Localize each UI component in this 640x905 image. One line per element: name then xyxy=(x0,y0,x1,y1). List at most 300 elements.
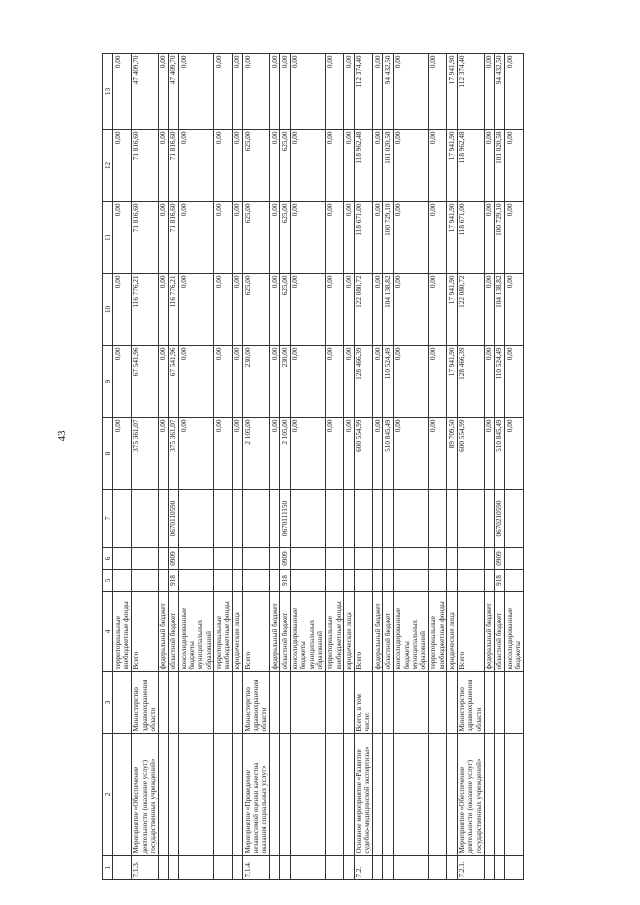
year-3-cell: 71 816,60 xyxy=(131,202,158,274)
target-article-cell: 0670110590 xyxy=(168,490,178,548)
activity-name-cell xyxy=(158,734,168,856)
year-4-cell: 0,00 xyxy=(290,130,325,202)
grbs-code-cell xyxy=(179,570,214,592)
year-4-cell: 625,00 xyxy=(243,130,270,202)
year-1-cell: 67 541,96 xyxy=(168,346,178,418)
funding-source-cell: консолидированные бюджеты xyxy=(505,592,524,672)
table-row xyxy=(354,54,373,880)
header-cell: 5 xyxy=(103,570,113,592)
target-article-cell xyxy=(243,490,270,548)
section-code-cell xyxy=(457,548,484,570)
year-5-cell: 0,00 xyxy=(393,54,428,130)
year-5-cell: 0,00 xyxy=(270,54,280,130)
table-row xyxy=(383,54,393,880)
table-row xyxy=(243,54,270,880)
table-row xyxy=(344,54,354,880)
section-code-cell xyxy=(447,548,457,570)
year-5-cell: 47 409,70 xyxy=(168,54,178,130)
executor-cell xyxy=(494,672,504,734)
year-2-cell: 104 138,82 xyxy=(383,274,393,346)
target-article-cell xyxy=(447,490,457,548)
grbs-code-cell: 918 xyxy=(494,570,504,592)
section-code-cell: 0909 xyxy=(280,548,290,570)
activity-name-cell xyxy=(344,734,354,856)
section-code-cell xyxy=(270,548,280,570)
year-1-cell: 0,00 xyxy=(232,346,242,418)
year-1-cell: 17 941,90 xyxy=(447,346,457,418)
funding-source-cell: территориальные внебюджетные фонды xyxy=(428,592,447,672)
year-2-cell: 0,00 xyxy=(179,274,214,346)
row-number-cell xyxy=(344,856,354,880)
grbs-code-cell xyxy=(270,570,280,592)
total-cell: 375 361,07 xyxy=(168,418,178,490)
activity-name-cell xyxy=(505,734,524,856)
table-row xyxy=(179,54,214,880)
target-article-cell: 0670210590 xyxy=(494,490,504,548)
row-number-cell xyxy=(158,856,168,880)
year-5-cell: 0,00 xyxy=(505,54,524,130)
target-article-cell xyxy=(214,490,233,548)
target-article-cell xyxy=(373,490,383,548)
header-cell: 10 xyxy=(103,274,113,346)
total-cell: 2 105,00 xyxy=(280,418,290,490)
year-3-cell: 0,00 xyxy=(505,202,524,274)
executor-cell xyxy=(447,672,457,734)
year-1-cell: 0,00 xyxy=(270,346,280,418)
header-cell: 7 xyxy=(103,490,113,548)
year-2-cell: 122 080,72 xyxy=(354,274,373,346)
activity-name-cell xyxy=(393,734,428,856)
grbs-code-cell xyxy=(232,570,242,592)
section-code-cell xyxy=(393,548,428,570)
year-3-cell: 0,00 xyxy=(428,202,447,274)
row-number-cell xyxy=(270,856,280,880)
year-3-cell: 0,00 xyxy=(373,202,383,274)
target-article-cell xyxy=(270,490,280,548)
year-5-cell: 0,00 xyxy=(243,54,270,130)
year-3-cell: 0,00 xyxy=(290,202,325,274)
section-code-cell xyxy=(179,548,214,570)
executor-cell: Всего, в том числе: xyxy=(354,672,373,734)
row-number-cell xyxy=(113,856,132,880)
header-cell: 3 xyxy=(103,672,113,734)
year-5-cell: 0,00 xyxy=(214,54,233,130)
header-cell: 6 xyxy=(103,548,113,570)
year-1-cell: 0,00 xyxy=(290,346,325,418)
funding-source-cell: областной бюджет xyxy=(494,592,504,672)
year-4-cell: 0,00 xyxy=(179,130,214,202)
target-article-cell xyxy=(344,490,354,548)
table-row xyxy=(447,54,457,880)
row-number-cell xyxy=(168,856,178,880)
table-row xyxy=(232,54,242,880)
year-4-cell: 0,00 xyxy=(505,130,524,202)
total-cell: 0,00 xyxy=(484,418,494,490)
total-cell: 600 554,99 xyxy=(354,418,373,490)
year-4-cell: 118 962,48 xyxy=(354,130,373,202)
year-4-cell: 0,00 xyxy=(344,130,354,202)
year-5-cell: 17 941,90 xyxy=(447,54,457,130)
row-number-cell xyxy=(383,856,393,880)
executor-cell xyxy=(290,672,325,734)
total-cell: 375 361,07 xyxy=(131,418,158,490)
year-1-cell: 110 524,49 xyxy=(494,346,504,418)
row-number-cell xyxy=(494,856,504,880)
section-code-cell xyxy=(505,548,524,570)
table-body xyxy=(103,54,524,880)
total-cell: 0,00 xyxy=(428,418,447,490)
section-code-cell xyxy=(214,548,233,570)
row-number-cell xyxy=(447,856,457,880)
year-5-cell: 0,00 xyxy=(113,54,132,130)
target-article-cell xyxy=(179,490,214,548)
funding-source-cell: областной бюджет xyxy=(383,592,393,672)
header-cell: 11 xyxy=(103,202,113,274)
funding-source-cell: территориальные внебюджетные фонды xyxy=(214,592,233,672)
total-cell: 89 709,50 xyxy=(447,418,457,490)
funding-source-cell: консолидированные бюджеты муниципальных образований xyxy=(179,592,214,672)
funding-source-cell: юридические лица xyxy=(344,592,354,672)
section-code-cell xyxy=(158,548,168,570)
year-3-cell: 0,00 xyxy=(113,202,132,274)
executor-cell: Министерство здравоохранения области xyxy=(131,672,158,734)
grbs-code-cell xyxy=(325,570,344,592)
year-2-cell: 0,00 xyxy=(270,274,280,346)
target-article-cell: 0670111150 xyxy=(280,490,290,548)
total-cell: 0,00 xyxy=(232,418,242,490)
activity-name-cell xyxy=(383,734,393,856)
year-2-cell: 0,00 xyxy=(158,274,168,346)
budget-table-sheet xyxy=(102,55,572,880)
funding-source-cell: Всего xyxy=(243,592,270,672)
grbs-code-cell xyxy=(393,570,428,592)
section-code-cell xyxy=(290,548,325,570)
table-row xyxy=(280,54,290,880)
activity-name-cell xyxy=(484,734,494,856)
section-code-cell xyxy=(484,548,494,570)
executor-cell xyxy=(505,672,524,734)
table-row xyxy=(214,54,233,880)
budget-table xyxy=(102,53,524,880)
funding-source-cell: консолидированные бюджеты муниципальных образований xyxy=(393,592,428,672)
year-3-cell: 0,00 xyxy=(179,202,214,274)
target-article-cell xyxy=(484,490,494,548)
section-code-cell xyxy=(354,548,373,570)
year-1-cell: 230,00 xyxy=(243,346,270,418)
year-4-cell: 0,00 xyxy=(232,130,242,202)
year-4-cell: 0,00 xyxy=(270,130,280,202)
year-2-cell: 116 776,21 xyxy=(168,274,178,346)
year-3-cell: 0,00 xyxy=(158,202,168,274)
year-2-cell: 0,00 xyxy=(214,274,233,346)
year-1-cell: 0,00 xyxy=(428,346,447,418)
table-row xyxy=(131,54,158,880)
header-cell: 13 xyxy=(103,54,113,130)
section-code-cell: 0909 xyxy=(494,548,504,570)
grbs-code-cell xyxy=(447,570,457,592)
funding-source-cell: территориальные внебюджетные фонды xyxy=(325,592,344,672)
year-3-cell: 0,00 xyxy=(270,202,280,274)
year-1-cell: 110 524,49 xyxy=(383,346,393,418)
header-cell: 4 xyxy=(103,592,113,672)
year-5-cell: 94 432,50 xyxy=(494,54,504,130)
funding-source-cell: юридические лица xyxy=(447,592,457,672)
year-1-cell: 230,00 xyxy=(280,346,290,418)
row-number-cell xyxy=(428,856,447,880)
funding-source-cell: консолидированные бюджеты муниципальных образований xyxy=(290,592,325,672)
grbs-code-cell xyxy=(344,570,354,592)
year-4-cell: 101 020,58 xyxy=(383,130,393,202)
funding-source-cell: федеральный бюджет xyxy=(270,592,280,672)
table-row xyxy=(158,54,168,880)
row-number-cell: 7.2.1. xyxy=(457,856,484,880)
total-cell: 510 845,49 xyxy=(383,418,393,490)
target-article-cell xyxy=(290,490,325,548)
funding-source-cell: Всего xyxy=(354,592,373,672)
year-2-cell: 0,00 xyxy=(428,274,447,346)
total-cell: 0,00 xyxy=(113,418,132,490)
activity-name-cell xyxy=(179,734,214,856)
row-number-cell xyxy=(179,856,214,880)
funding-source-cell: областной бюджет xyxy=(168,592,178,672)
year-1-cell: 128 466,39 xyxy=(457,346,484,418)
year-4-cell: 0,00 xyxy=(113,130,132,202)
header-cell: 12 xyxy=(103,130,113,202)
executor-cell xyxy=(270,672,280,734)
year-1-cell: 0,00 xyxy=(158,346,168,418)
activity-name-cell xyxy=(447,734,457,856)
grbs-code-cell xyxy=(373,570,383,592)
year-1-cell: 0,00 xyxy=(373,346,383,418)
year-5-cell: 112 374,40 xyxy=(354,54,373,130)
grbs-code-cell: 918 xyxy=(168,570,178,592)
year-2-cell: 625,00 xyxy=(280,274,290,346)
year-3-cell: 100 729,10 xyxy=(494,202,504,274)
executor-cell xyxy=(179,672,214,734)
year-1-cell: 0,00 xyxy=(484,346,494,418)
year-3-cell: 118 671,00 xyxy=(457,202,484,274)
year-4-cell: 0,00 xyxy=(214,130,233,202)
year-3-cell: 625,00 xyxy=(243,202,270,274)
year-3-cell: 0,00 xyxy=(393,202,428,274)
executor-cell xyxy=(484,672,494,734)
year-5-cell: 0,00 xyxy=(373,54,383,130)
year-3-cell: 0,00 xyxy=(214,202,233,274)
year-3-cell: 0,00 xyxy=(325,202,344,274)
executor-cell xyxy=(113,672,132,734)
year-3-cell: 0,00 xyxy=(484,202,494,274)
row-number-cell: 7.1.3. xyxy=(131,856,158,880)
table-row xyxy=(290,54,325,880)
year-5-cell: 0,00 xyxy=(344,54,354,130)
target-article-cell xyxy=(428,490,447,548)
activity-name-cell xyxy=(270,734,280,856)
year-2-cell: 122 080,72 xyxy=(457,274,484,346)
page-number: 43 xyxy=(56,430,68,442)
year-1-cell: 0,00 xyxy=(179,346,214,418)
target-article-cell xyxy=(113,490,132,548)
executor-cell: Министерство здравоохранения области xyxy=(457,672,484,734)
grbs-code-cell xyxy=(354,570,373,592)
funding-source-cell: юридические лица xyxy=(232,592,242,672)
total-cell: 0,00 xyxy=(325,418,344,490)
section-code-cell xyxy=(383,548,393,570)
section-code-cell xyxy=(373,548,383,570)
row-number-cell xyxy=(484,856,494,880)
year-2-cell: 625,00 xyxy=(243,274,270,346)
header-row xyxy=(103,54,113,880)
year-4-cell: 0,00 xyxy=(484,130,494,202)
grbs-code-cell xyxy=(113,570,132,592)
year-5-cell: 0,00 xyxy=(280,54,290,130)
grbs-code-cell xyxy=(243,570,270,592)
executor-cell xyxy=(168,672,178,734)
executor-cell xyxy=(428,672,447,734)
grbs-code-cell xyxy=(383,570,393,592)
year-3-cell: 17 941,90 xyxy=(447,202,457,274)
year-3-cell: 118 671,00 xyxy=(354,202,373,274)
row-number-cell xyxy=(280,856,290,880)
total-cell: 600 554,99 xyxy=(457,418,484,490)
year-4-cell: 71 816,60 xyxy=(168,130,178,202)
target-article-cell xyxy=(131,490,158,548)
header-cell: 2 xyxy=(103,734,113,856)
row-number-cell xyxy=(290,856,325,880)
year-4-cell: 0,00 xyxy=(158,130,168,202)
activity-name-cell xyxy=(232,734,242,856)
target-article-cell xyxy=(158,490,168,548)
year-1-cell: 128 466,39 xyxy=(354,346,373,418)
total-cell: 0,00 xyxy=(393,418,428,490)
activity-name-cell xyxy=(373,734,383,856)
total-cell: 0,00 xyxy=(270,418,280,490)
year-3-cell: 0,00 xyxy=(344,202,354,274)
activity-name-cell xyxy=(280,734,290,856)
activity-name-cell xyxy=(113,734,132,856)
year-2-cell: 0,00 xyxy=(290,274,325,346)
activity-name-cell xyxy=(214,734,233,856)
activity-name-cell: Мероприятие «Проведение независимой оценки качества оказания социальных услуг» xyxy=(243,734,270,856)
grbs-code-cell xyxy=(214,570,233,592)
funding-source-cell: Всего xyxy=(131,592,158,672)
section-code-cell xyxy=(113,548,132,570)
year-5-cell: 112 374,40 xyxy=(457,54,484,130)
section-code-cell xyxy=(325,548,344,570)
section-code-cell: 0909 xyxy=(168,548,178,570)
target-article-cell xyxy=(325,490,344,548)
row-number-cell xyxy=(214,856,233,880)
funding-source-cell: федеральный бюджет xyxy=(158,592,168,672)
year-4-cell: 71 816,60 xyxy=(131,130,158,202)
activity-name-cell xyxy=(428,734,447,856)
row-number-cell xyxy=(373,856,383,880)
year-2-cell: 0,00 xyxy=(393,274,428,346)
activity-name-cell: Мероприятие «Обеспечение деятельности (оказание услуг) государственных учреждений» xyxy=(457,734,484,856)
target-article-cell xyxy=(457,490,484,548)
activity-name-cell xyxy=(325,734,344,856)
grbs-code-cell xyxy=(484,570,494,592)
section-code-cell xyxy=(428,548,447,570)
row-number-cell xyxy=(505,856,524,880)
row-number-cell xyxy=(325,856,344,880)
year-1-cell: 0,00 xyxy=(344,346,354,418)
year-4-cell: 0,00 xyxy=(428,130,447,202)
funding-source-cell: федеральный бюджет xyxy=(373,592,383,672)
funding-source-cell: федеральный бюджет xyxy=(484,592,494,672)
year-5-cell: 0,00 xyxy=(158,54,168,130)
total-cell: 2 105,00 xyxy=(243,418,270,490)
executor-cell xyxy=(158,672,168,734)
row-number-cell: 7.2. xyxy=(354,856,373,880)
section-code-cell xyxy=(131,548,158,570)
table-row xyxy=(457,54,484,880)
target-article-cell xyxy=(354,490,373,548)
grbs-code-cell xyxy=(158,570,168,592)
year-5-cell: 0,00 xyxy=(232,54,242,130)
year-1-cell: 0,00 xyxy=(214,346,233,418)
table-row xyxy=(428,54,447,880)
year-4-cell: 101 020,58 xyxy=(494,130,504,202)
executor-cell xyxy=(373,672,383,734)
executor-cell xyxy=(325,672,344,734)
table-row xyxy=(270,54,280,880)
grbs-code-cell: 918 xyxy=(280,570,290,592)
year-4-cell: 118 962,48 xyxy=(457,130,484,202)
year-5-cell: 0,00 xyxy=(325,54,344,130)
year-2-cell: 0,00 xyxy=(344,274,354,346)
table-row xyxy=(494,54,504,880)
year-4-cell: 0,00 xyxy=(373,130,383,202)
year-1-cell: 0,00 xyxy=(113,346,132,418)
year-4-cell: 0,00 xyxy=(325,130,344,202)
executor-cell: Министерство здравоохранения области xyxy=(243,672,270,734)
grbs-code-cell xyxy=(131,570,158,592)
year-4-cell: 625,00 xyxy=(280,130,290,202)
row-number-cell xyxy=(232,856,242,880)
year-2-cell: 116 776,21 xyxy=(131,274,158,346)
row-number-cell xyxy=(393,856,428,880)
year-3-cell: 71 816,60 xyxy=(168,202,178,274)
year-5-cell: 0,00 xyxy=(428,54,447,130)
total-cell: 0,00 xyxy=(373,418,383,490)
header-cell: 1 xyxy=(103,856,113,880)
table-row xyxy=(393,54,428,880)
total-cell: 0,00 xyxy=(158,418,168,490)
executor-cell xyxy=(232,672,242,734)
year-2-cell: 0,00 xyxy=(505,274,524,346)
executor-cell xyxy=(280,672,290,734)
year-3-cell: 625,00 xyxy=(280,202,290,274)
funding-source-cell: территориальные внебюджетные фонды xyxy=(113,592,132,672)
year-3-cell: 100 729,10 xyxy=(383,202,393,274)
section-code-cell xyxy=(232,548,242,570)
activity-name-cell xyxy=(290,734,325,856)
year-5-cell: 94 432,50 xyxy=(383,54,393,130)
section-code-cell xyxy=(344,548,354,570)
activity-name-cell xyxy=(168,734,178,856)
year-1-cell: 67 541,96 xyxy=(131,346,158,418)
activity-name-cell xyxy=(494,734,504,856)
table-row xyxy=(325,54,344,880)
target-article-cell xyxy=(383,490,393,548)
executor-cell xyxy=(393,672,428,734)
section-code-cell xyxy=(243,548,270,570)
year-4-cell: 0,00 xyxy=(393,130,428,202)
executor-cell xyxy=(344,672,354,734)
year-1-cell: 0,00 xyxy=(393,346,428,418)
year-2-cell: 0,00 xyxy=(373,274,383,346)
header-cell: 8 xyxy=(103,418,113,490)
